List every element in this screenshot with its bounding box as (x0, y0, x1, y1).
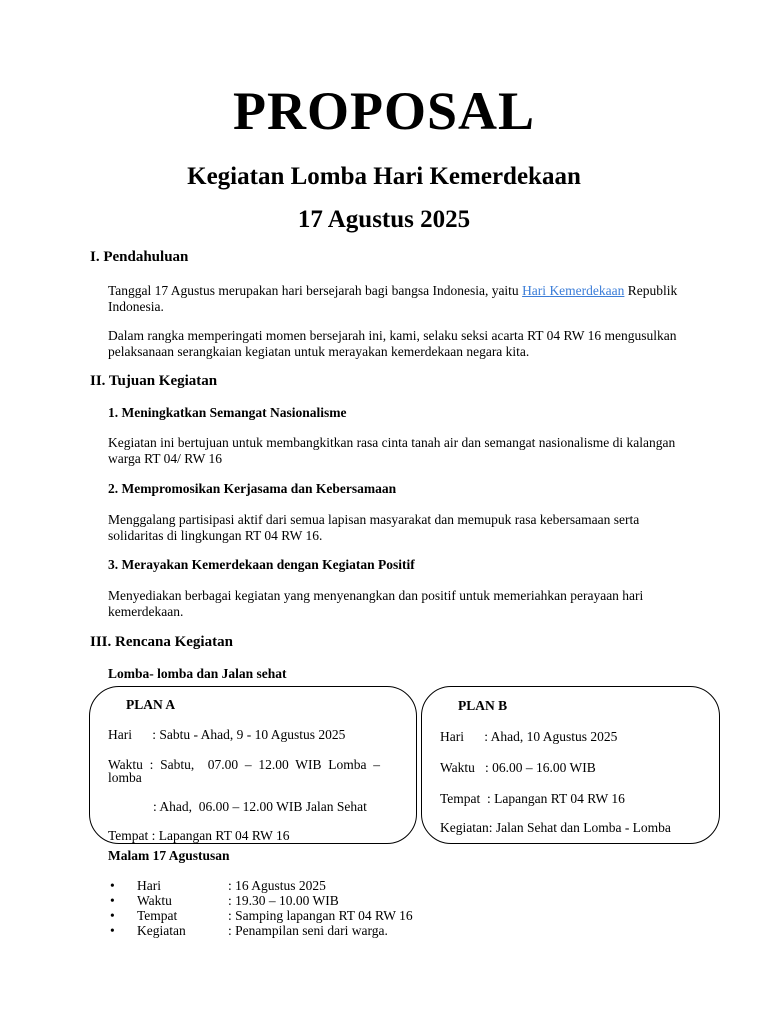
hari-kemerdekaan-link[interactable]: Hari (522, 283, 550, 298)
intro-paragraph-2: Dalam rangka memperingati momen bersejarah ini, kami, selaku seksi acarta RT 04 RW 16 mengusulkan pelaksanaan serangkaian kegiatan untuk merayakan kemerdekaan negara kita. (108, 328, 677, 359)
plan-a-tempat: Tempat : Lapangan RT 04 RW 16 (108, 828, 290, 843)
plan-a-title: PLAN A (126, 697, 176, 712)
evening-kegiatan-label: Kegiatan (137, 923, 186, 938)
bullet-icon: • (110, 908, 115, 923)
goal-2-text: Menggalang partisipasi aktif dari semua lapisan masyarakat dan memupuk rasa kebersamaan serta solidaritas di lingkungan RT 04 RW 16. (108, 512, 640, 543)
goal-2-title: 2. Mempromosikan Kerjasama dan Kebersamaan (108, 481, 397, 496)
plan-subheading: Lomba- lomba dan Jalan sehat (108, 666, 287, 681)
evening-tempat-label: Tempat (137, 908, 178, 923)
evening-heading: Malam 17 Agustusan (108, 848, 230, 863)
plan-a-waktu-1: Waktu : Sabtu, 07.00 – 12.00 WIB Lomba – (108, 757, 381, 772)
bullet-icon: • (110, 923, 115, 938)
kemerdekaan-link[interactable]: Kemerdekaan (549, 283, 625, 298)
document-subtitle: Kegiatan Lomba Hari Kemerdekaan (187, 163, 581, 190)
evening-kegiatan-value: : Penampilan seni dari warga. (228, 923, 388, 938)
evening-hari-value: : 16 Agustus 2025 (228, 878, 326, 893)
plan-a-waktu-2: : Ahad, 06.00 – 12.00 WIB Jalan Sehat (153, 799, 367, 814)
document-date: 17 Agustus 2025 (297, 206, 471, 233)
plan-a-waktu-1-cont: lomba (108, 770, 142, 785)
plan-b-title: PLAN B (458, 698, 508, 713)
section-intro-heading: I. Pendahuluan (90, 249, 189, 265)
plan-b-tempat: Tempat : Lapangan RT 04 RW 16 (440, 791, 625, 806)
goal-3-title: 3. Merayakan Kemerdekaan dengan Kegiatan Positif (108, 557, 415, 572)
evening-hari-label: Hari (137, 878, 161, 893)
evening-tempat-value: : Samping lapangan RT 04 RW 16 (228, 908, 413, 923)
list-item (110, 908, 530, 923)
plan-b-waktu: Waktu : 06.00 – 16.00 WIB (440, 760, 596, 775)
document-title: PROPOSAL (232, 81, 536, 141)
intro-text-after: Republik Indonesia. (108, 283, 678, 314)
intro-paragraph-1 (108, 283, 678, 314)
section-goals-heading: II. Tujuan Kegiatan (90, 373, 218, 389)
plan-a-hari: Hari : Sabtu - Ahad, 9 - 10 Agustus 2025 (108, 727, 346, 742)
section-plan-heading: III. Rencana Kegiatan (90, 634, 233, 650)
goal-1-title: 1. Meningkatkan Semangat Nasionalisme (108, 405, 347, 420)
plan-b-hari: Hari : Ahad, 10 Agustus 2025 (440, 729, 618, 744)
bullet-icon: • (110, 893, 115, 908)
evening-waktu-label: Waktu (137, 893, 172, 908)
plan-a-box (89, 686, 417, 844)
list-item (110, 878, 530, 893)
list-item (110, 923, 530, 938)
plan-b-kegiatan: Kegiatan: Jalan Sehat dan Lomba - Lomba (440, 820, 671, 835)
evening-list (110, 878, 530, 938)
bullet-icon: • (110, 878, 115, 893)
evening-waktu-value: : 19.30 – 10.00 WIB (228, 893, 339, 908)
plan-b-box (421, 686, 720, 844)
goal-1-text: Kegiatan ini bertujuan untuk membangkitkan rasa cinta tanah air dan semangat nasionalisme di kalangan warga RT 04/ RW 16 (108, 435, 676, 466)
goal-3-text: Menyediakan berbagai kegiatan yang menyenangkan dan positif untuk memeriahkan perayaan hari kemerdekaan. (108, 588, 644, 619)
intro-text-before: Tanggal 17 Agustus merupakan hari bersejarah bagi bangsa Indonesia, yaitu (108, 283, 523, 298)
list-item (110, 893, 530, 908)
